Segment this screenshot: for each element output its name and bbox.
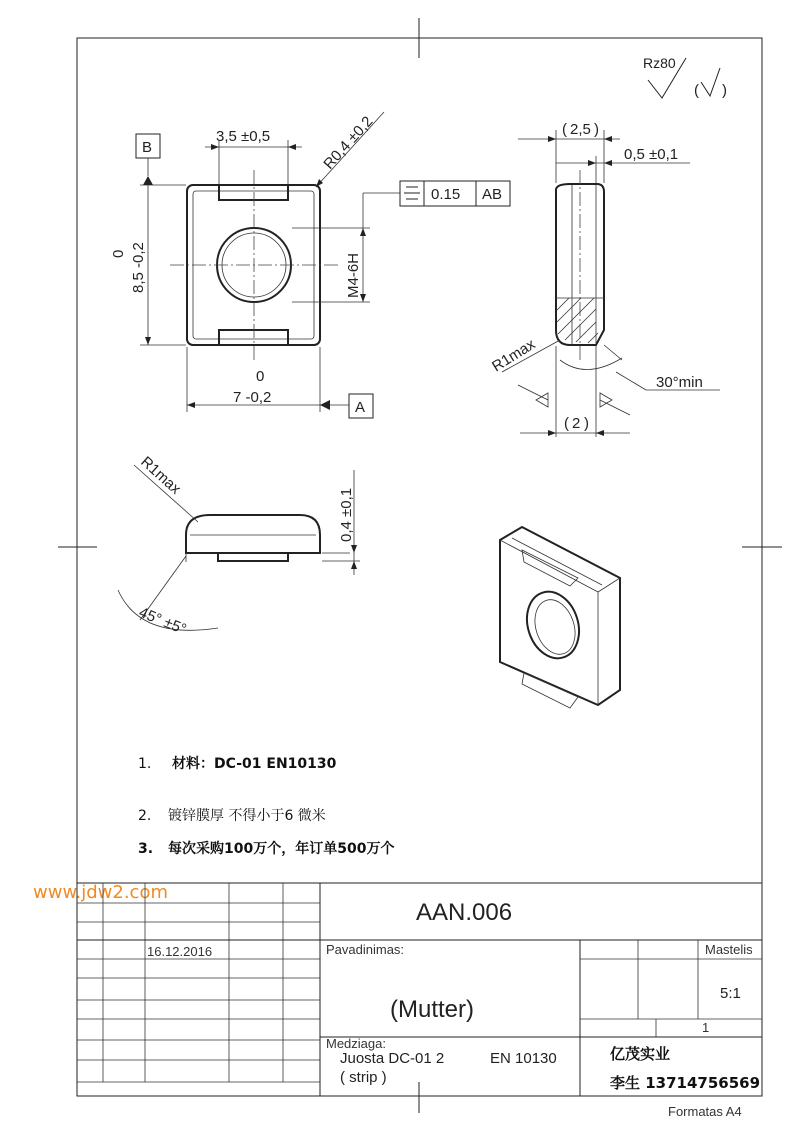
dim-width-lower: 7 -0,2 xyxy=(233,389,272,406)
note-3-number: 3. xyxy=(138,841,154,857)
note-2-text: 镀锌膜厚 不得小于6 微米 xyxy=(168,808,326,824)
side-view xyxy=(489,121,720,437)
svg-text:(: ( xyxy=(564,415,569,432)
svg-text:): ) xyxy=(584,415,589,432)
material-line-2: ( strip ) xyxy=(340,1069,387,1086)
tolerance-value: 0.15 xyxy=(431,186,461,203)
watermark: www.jdw2.com xyxy=(33,882,168,903)
dim-corner-radius: R0,4 ±0,2 xyxy=(320,113,377,173)
dim-front-angle: 45° ±5° xyxy=(136,603,189,639)
drawing-border xyxy=(77,38,762,1096)
dim-height-lower: 8,5 -0,2 xyxy=(130,242,147,293)
notes xyxy=(138,755,394,857)
scale-label: Mastelis xyxy=(705,942,753,957)
company-name: 亿茂实业 xyxy=(610,1045,671,1063)
part-name: (Mutter) xyxy=(390,996,474,1023)
sheet-format: Formatas A4 xyxy=(668,1104,742,1119)
scale-value: 5:1 xyxy=(720,985,741,1002)
drawing-number: AAN.006 xyxy=(416,899,513,926)
dim-thread: M4-6H xyxy=(345,252,362,298)
dim-height-upper: 0 xyxy=(110,249,127,258)
tolerance-ref: AB xyxy=(482,186,503,203)
surface-finish-symbol xyxy=(643,55,727,99)
symmetry-icon xyxy=(404,187,420,199)
lower-slot xyxy=(219,330,288,345)
svg-text:(: ( xyxy=(562,121,567,138)
dim-side-step: 0,5 ±0,1 xyxy=(624,146,679,163)
iso-lower-slot xyxy=(522,673,578,708)
svg-text:): ) xyxy=(594,121,599,138)
section-hatch xyxy=(557,298,598,343)
front-outline xyxy=(186,515,320,553)
dim-side-bottom: 2 xyxy=(572,415,581,432)
dim-side-width: 2,5 xyxy=(570,121,591,138)
datum-a: A xyxy=(355,399,366,416)
note-1-text: 材料：DC-01 EN10130 xyxy=(172,756,337,772)
tolerance-frame xyxy=(400,181,510,206)
finish-paren-close: ) xyxy=(722,82,727,99)
finish-paren-open: ( xyxy=(694,82,699,99)
isometric-view xyxy=(500,527,620,708)
dim-front-thickness: 0,4 ±0,1 xyxy=(338,487,355,542)
company-contact: 李生 13714756569 xyxy=(610,1074,761,1092)
upper-slot xyxy=(219,185,288,200)
material-standard: EN 10130 xyxy=(490,1050,557,1067)
revision-date: 16.12.2016 xyxy=(147,944,213,959)
sheet-number: 1 xyxy=(702,1020,710,1035)
dim-side-radius: R1max xyxy=(489,335,539,376)
dim-top-width: 3,5 ±0,5 xyxy=(216,128,271,145)
material-line-1: Juosta DC-01 2 xyxy=(340,1050,445,1067)
note-1-number: 1. xyxy=(138,756,152,772)
dim-front-radius: R1max xyxy=(137,453,185,498)
front-view xyxy=(118,453,360,638)
note-2-number: 2. xyxy=(138,808,152,824)
name-label: Pavadinimas: xyxy=(326,942,405,957)
note-3-text: 每次采购100万个，年订单500万个 xyxy=(168,841,395,857)
dim-width-upper: 0 xyxy=(256,368,265,385)
top-view xyxy=(110,112,510,418)
dim-side-angle: 30°min xyxy=(656,374,703,391)
material-label: Medziaga: xyxy=(326,1036,386,1051)
iso-outline xyxy=(500,527,620,705)
roughness-label: Rz80 xyxy=(643,55,676,71)
datum-b: B xyxy=(142,139,153,156)
